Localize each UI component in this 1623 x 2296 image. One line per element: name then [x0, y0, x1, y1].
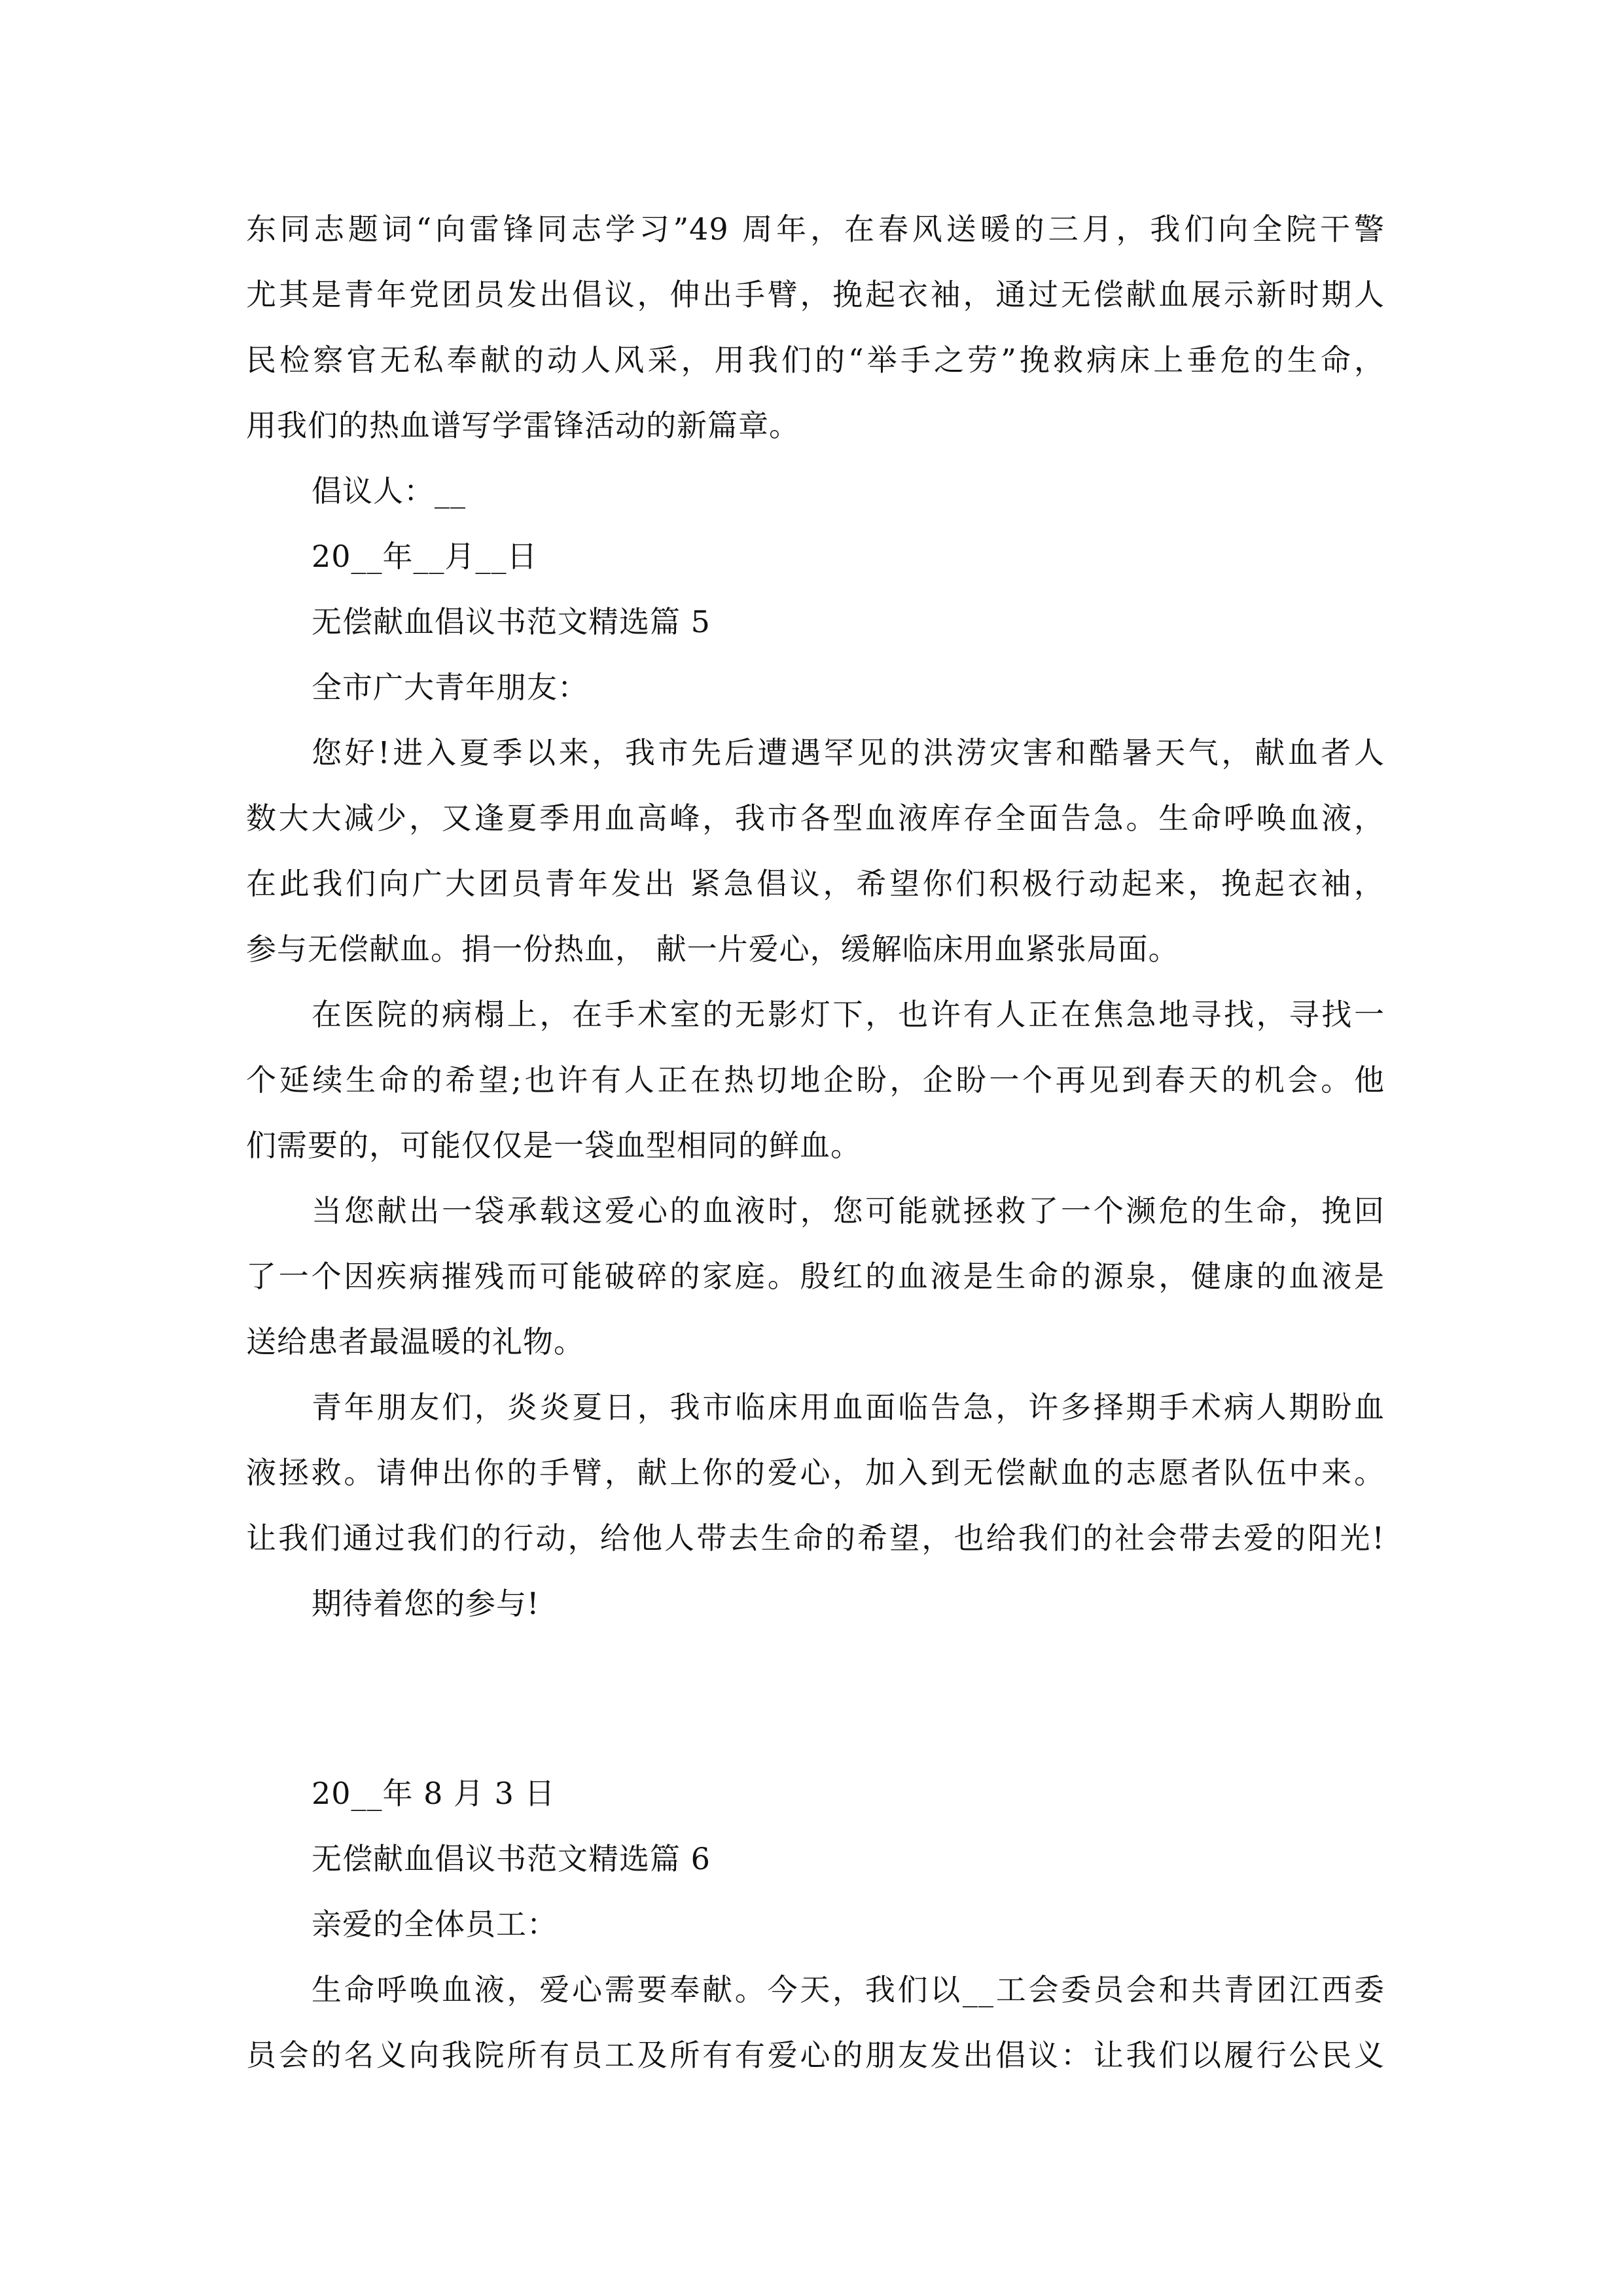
paragraph-line: 们需要的，可能仅仅是一袋血型相同的鲜血。 — [246, 1128, 861, 1163]
paragraph-line: 在医院的病榻上，在手术室的无影灯下，也许有人正在焦急地寻找，寻找一 — [312, 997, 1385, 1032]
paragraph-line: 在此我们向广大团员青年发出 紧急倡议，希望你们积极行动起来，挽起衣袖， — [246, 866, 1385, 901]
paragraph-line: 液拯救。请伸出你的手臂，献上你的爱心，加入到无偿献血的志愿者队伍中来。 — [246, 1455, 1385, 1490]
paragraph-line: 员会的名义向我院所有员工及所有有爱心的朋友发出倡议：让我们以履行公民义 — [246, 2037, 1385, 2073]
paragraph-line: 数大大减少，又逢夏季用血高峰，我市各型血液库存全面告急。生命呼唤血液， — [246, 800, 1385, 836]
paragraph-line: 让我们通过我们的行动，给他人带去生命的希望，也给我们的社会带去爱的阳光! — [246, 1520, 1385, 1556]
paragraph-line: 当您献出一袋承载这爱心的血液时，您可能就拯救了一个濒危的生命，挽回 — [312, 1193, 1385, 1229]
salutation: 亲爱的全体员工： — [312, 1907, 558, 1942]
paragraph-line: 青年朋友们，炎炎夏日，我市临床用血面临告急，许多择期手术病人期盼血 — [312, 1390, 1385, 1425]
paragraph-line: 参与无偿献血。捐一份热血， 献一片爱心，缓解临床用血紧张局面。 — [246, 931, 1179, 967]
paragraph-line: 尤其是青年党团员发出倡议，伸出手臂，挽起衣袖，通过无偿献血展示新时期人 — [246, 277, 1385, 312]
section-title: 无偿献血倡议书范文精选篇 6 — [312, 1841, 711, 1876]
date-line: 20__年__月__日 — [312, 539, 538, 574]
paragraph-line: 期待着您的参与! — [312, 1586, 540, 1621]
paragraph-line: 了一个因疾病摧残而可能破碎的家庭。殷红的血液是生命的源泉，健康的血液是 — [246, 1259, 1385, 1294]
paragraph-line: 个延续生命的希望;也许有人正在热切地企盼，企盼一个再见到春天的机会。他 — [246, 1062, 1385, 1098]
paragraph-line: 民检察官无私奉献的动人风采，用我们的“举手之劳”挽救病床上垂危的生命， — [246, 342, 1385, 378]
paragraph-line: 送给患者最温暖的礼物。 — [246, 1324, 584, 1359]
paragraph-line: 生命呼唤血液，爱心需要奉献。今天，我们以__工会委员会和共青团江西委 — [312, 1972, 1385, 2007]
paragraph-line: 您好!进入夏季以来，我市先后遭遇罕见的洪涝灾害和酷暑天气，献血者人 — [312, 735, 1385, 770]
date-line: 20__年 8 月 3 日 — [312, 1776, 556, 1811]
signature-label: 倡议人：__ — [312, 473, 466, 509]
paragraph-line: 东同志题词“向雷锋同志学习”49 周年，在春风送暖的三月，我们向全院干警 — [246, 211, 1385, 247]
paragraph-line: 用我们的热血谱写学雷锋活动的新篇章。 — [246, 408, 800, 443]
section-title: 无偿献血倡议书范文精选篇 5 — [312, 604, 711, 639]
salutation: 全市广大青年朋友： — [312, 670, 588, 705]
